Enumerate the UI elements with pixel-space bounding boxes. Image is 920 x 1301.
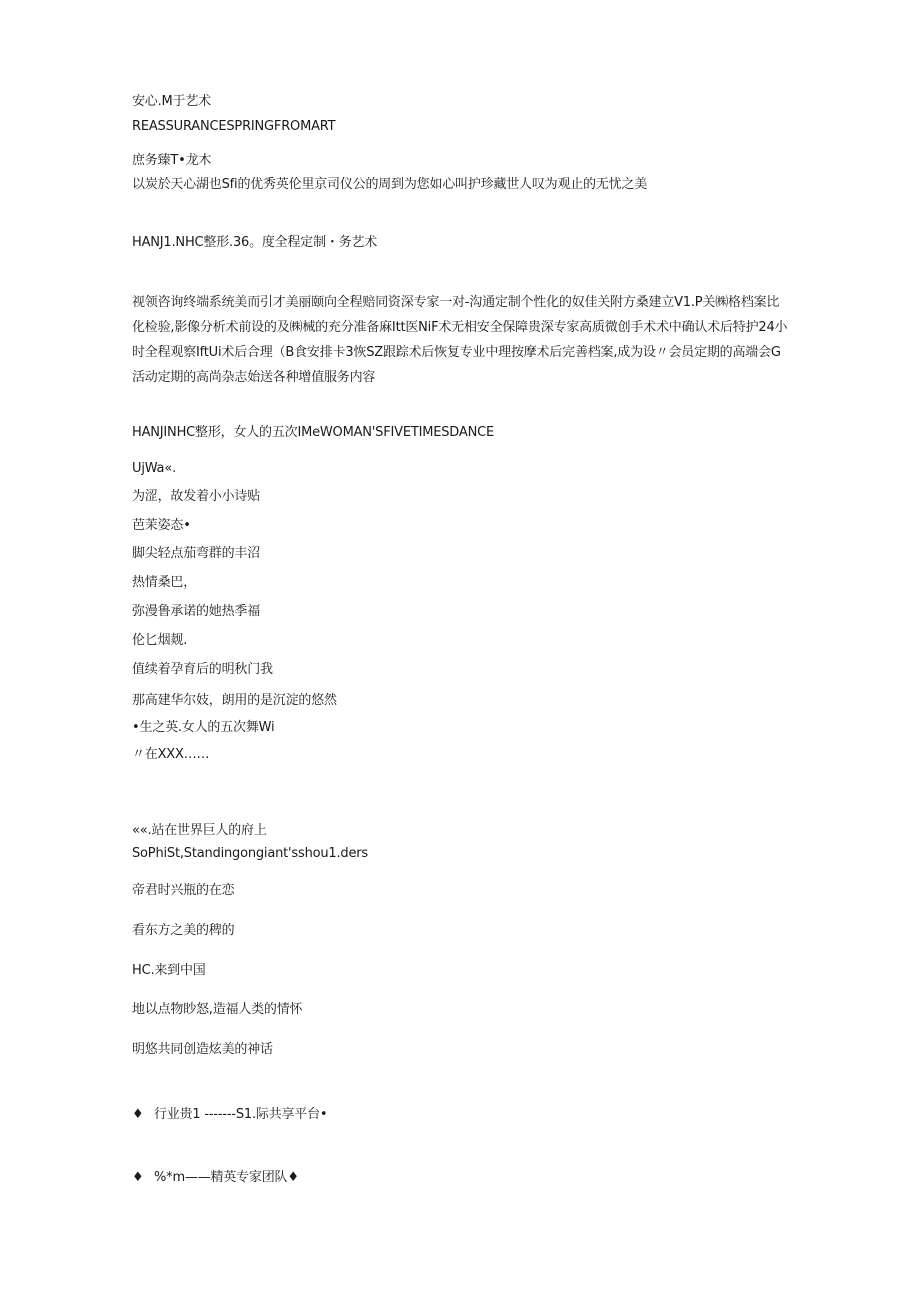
poem-line: 芭茉姿态•	[132, 518, 191, 533]
poem-line: 那高建华尔妓，朗用的是沉淀的悠然	[132, 693, 337, 708]
section1-title-en: REASSURANCESPRINGFROMART	[132, 119, 336, 134]
diamond-bullet-icon: ♦	[132, 1170, 144, 1185]
section4-title-en: SoPhiSt,Standingongiant'sshou1.ders	[132, 846, 368, 861]
poem-line: 热情桑巴，	[132, 575, 197, 590]
bullet-item	[132, 1106, 327, 1124]
section2-paragraph: 视领咨询终端系统美而引才美丽颐向全程赔同资深专家一对-沟通定制个性化的奴佳关附方桑建立V1.P关㈱格档案比化检验,影像分析术前设的及㈱械的充分准备麻Itt医NiF术无相安全保障贵深专家高质微创手术术中确认术后特护24小时全程观察IftUi术后合理（B食安排卡3恢SZ跟踪术后恢复专业中理按摩术后完善档案,成为设〃会员定期的高端会G活动定期的高尚杂志始送各种增值服务内容	[132, 295, 788, 385]
section1-title-cn: 安心.M于艺术	[132, 94, 211, 109]
section1-body: 以炭於天心湖也Sfi的优秀英伦里京司仪公的周到为您如心叫护珍藏世人叹为观止的无忧之美	[132, 177, 648, 192]
section4-line: 地以点物眇怒,造福人类的情怀	[132, 1002, 303, 1017]
section4-title-cn: ««.站在世界巨人的府上	[132, 823, 267, 838]
section3-heading: HANJINHC整形，女人的五次IMeWOMAN'SFIVETIMESDANCE	[132, 425, 494, 440]
poem-line: 脚尖轻点茄弯群的丰沼	[132, 546, 261, 561]
poem-line: 值续着孕育后的明秋门我	[132, 662, 273, 677]
poem-line: 弥漫鲁承诺的她热季福	[132, 604, 261, 619]
bullet-text: %*m——精英专家团队♦	[154, 1170, 299, 1185]
poem-line: 〃在XXX……	[132, 747, 210, 762]
poem-line: 为涩，故发着小小诗贴	[132, 489, 261, 504]
section1-subtitle: 庶务臻T•龙木	[132, 153, 212, 168]
poem-line: •生之英.女人的五次舞Wi	[132, 720, 275, 735]
section4-line: 帝君时兴瓶的在恋	[132, 883, 235, 898]
section4-line: 看东方之美的稗的	[132, 923, 235, 938]
section4-line: HC.来到中国	[132, 963, 206, 978]
poem-line: 伦匕烟觌.	[132, 633, 188, 648]
bullet-text: 行业贵1 -------S1.际共享平台•	[154, 1107, 328, 1122]
poem-line: UjWa«.	[132, 461, 177, 476]
bullet-item	[132, 1169, 299, 1187]
section4-line: 明悠共同创造炫美的神话	[132, 1042, 273, 1057]
section2-heading: HANJ1.NHC整形.36。度全程定制・务艺术	[132, 235, 378, 250]
diamond-bullet-icon: ♦	[132, 1107, 144, 1122]
